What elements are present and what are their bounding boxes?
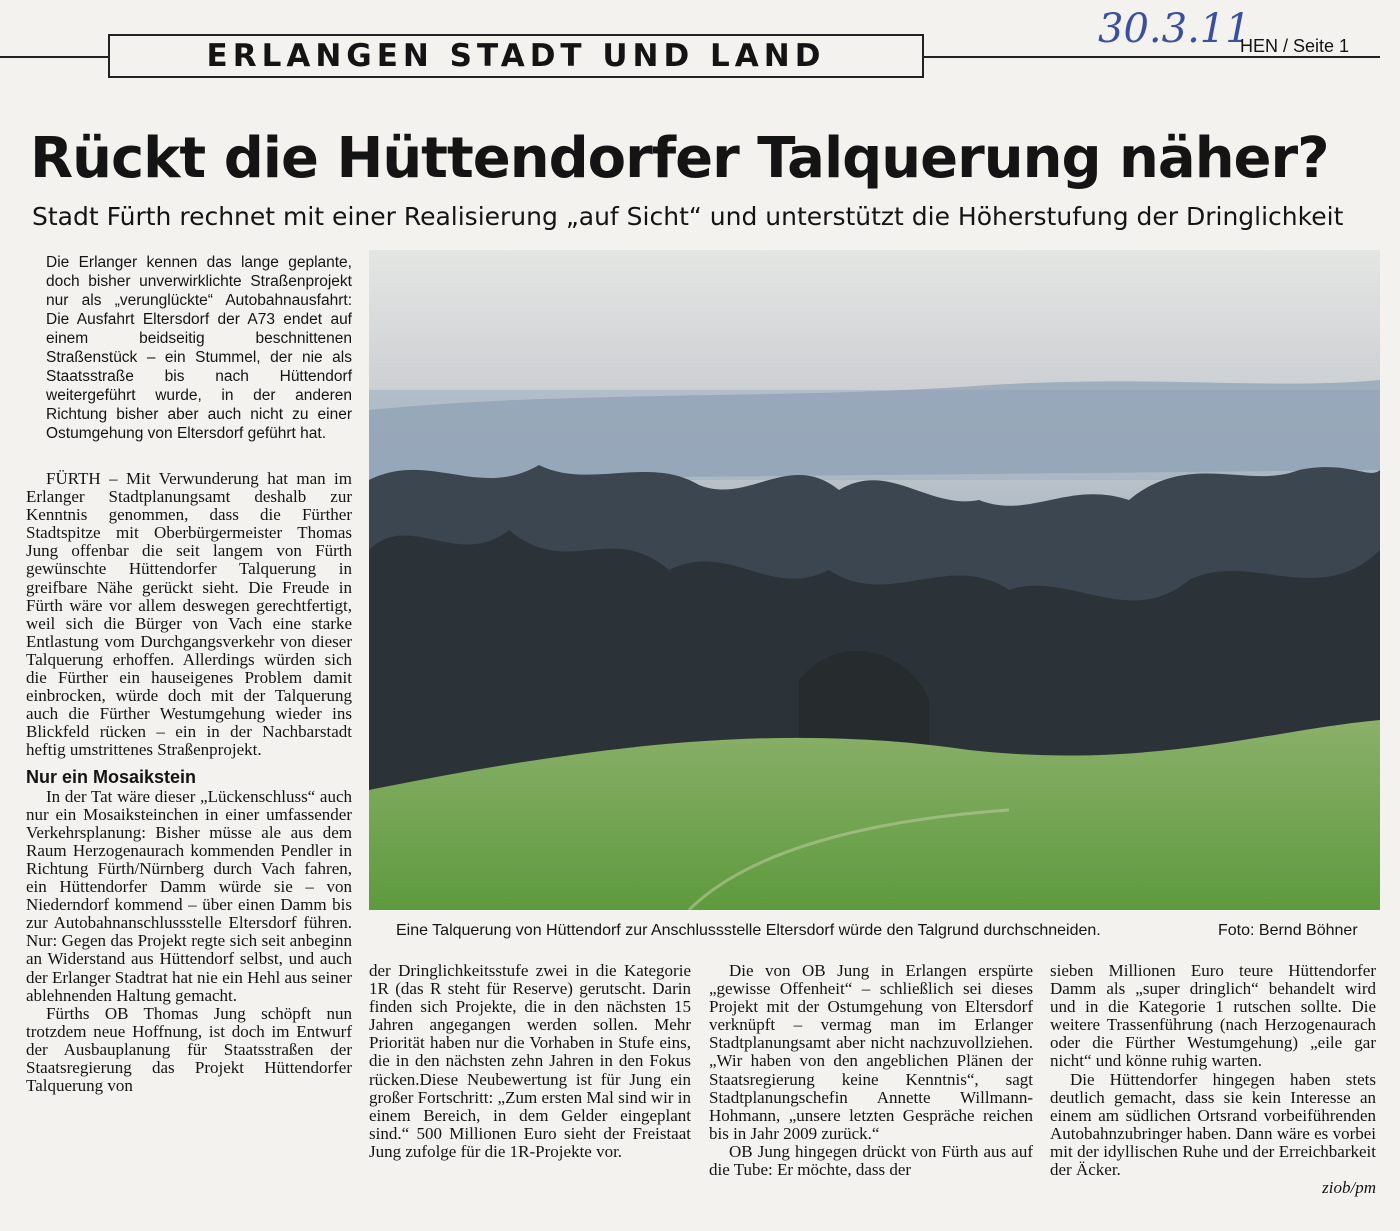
photo-credit: Foto: Bernd Böhner <box>1218 922 1358 939</box>
col3-paragraph-1: Die von OB Jung in Erlangen erspürte „gewisse Offenheit“ – schließlich sei dieses Projekt mit der Ostumgehung von Eltersdorf verknüpft – vermag man im Erlanger Stadtplanungsamt aber nicht nachzuvollziehen. „Wir haben von den angeblichen Plänen der Staatsregierung keine Kenntnis“, sagt Stadtplanungschefin Annette Willmann-Hohmann, „unsere letzten Gespräche reichen bis in Jahr 2009 zurück.“ <box>709 961 1033 1143</box>
intro-paragraph: Die Erlanger kennen das lange geplante, doch bisher unverwirklichte Straßenprojekt nur als „verunglückte“ Autobahnausfahrt: Die Ausfahrt Eltersdorf der A73 endet auf einem beidseitig beschnittenen Straßenstück – ein Stummel, der nie als Staatsstraße bis nach Hüttendorf weitergeführt wurde, in der anderen Richtung bisher aber auch nicht zu einer Ostumgehung von Eltersdorf geführt hat. <box>46 254 352 442</box>
col1-paragraph-3: Fürths OB Thomas Jung schöpft nun trotzdem neue Hoffnung, ist doch im Entwurf der Ausbauplanung für Staatsstraßen der Staatsregierung das Projekt Hüttendorfer Talquerung von <box>26 1003 352 1096</box>
author-signature: ziob/pm <box>1322 1178 1376 1198</box>
column-2 <box>369 962 691 1161</box>
subtitle: Nur ein Mosaikstein <box>26 766 197 787</box>
col3-paragraph-2: OB Jung hingegen drückt von Fürth aus auf die Tube: Er möchte, dass der <box>709 1141 1033 1180</box>
page-label: HEN / Seite 1 <box>1240 36 1350 56</box>
section-title: ERLANGEN STADT UND LAND <box>108 34 924 78</box>
col1-paragraph-2: In der Tat wäre dieser „Lückenschluss“ auch nur ein Mosaiksteinchen in einer umfassender Verkehrsplanung: Bisher müsse ale aus dem Raum Herzogenaurach kommenden Pendler in Richtung Fürth/Nürnberg durch Vach fahren, ein Hüttendorfer Damm würde sie – von Niederndorf kommend – über einen Damm bis zur Autobahnanschlussstelle Eltersdorf führen. Nur: Gegen das Projekt regte sich seit anbeginn an Widerstand aus Hüttendorf selbst, und auch der Erlanger Stadtrat hat nie ein Hehl aus seiner ablehnenden Haltung gemacht. <box>26 786 352 1005</box>
column-4 <box>1050 962 1376 1197</box>
col4-paragraph-1: sieben Millionen Euro teure Hüttendorfer Damm als „super dringlich“ behandelt wird und in die Kategorie 1 rutschen sollte. Die weitere Trassenführung (nach Herzogenaurach oder die Fürther Westumgehung) „eile gar nicht“ und könne ruhig warten. <box>1050 961 1376 1071</box>
column-1 <box>26 470 352 1095</box>
headline: Rückt die Hüttendorfer Talquerung näher? <box>30 126 1329 191</box>
col2-paragraph: der Dringlichkeitsstufe zwei in die Kategorie 1R (das R steht für Reserve) gerutscht. Darin finden sich Projekte, die in den nächsten 15 Jahren angegangen werden sollen. Mehr Priorität haben nur die Vorhaben in Stufe eins, die in den nächsten zehn Jahren in den Fokus rücken.Diese Neubewertung ist für Jung ein großer Fortschritt: „Zum ersten Mal sind wir in einem Bereich, in dem Gelder eingeplant sind.“ 500 Millionen Euro sieht der Freistaat Jung zufolge für die 1R-Projekte vor. <box>369 961 691 1161</box>
landscape-photo <box>369 250 1380 910</box>
col4-paragraph-2: Die Hüttendorfer hingegen haben stets deutlich gemacht, dass sie kein Interesse an einem am südlichen Ortsrand vorbeiführenden Autobahnzubringer haben. Dann wäre es vorbei mit der idyllischen Ruhe und der Erreichbarkeit der Äcker. <box>1050 1069 1376 1180</box>
handwritten-date: 30.3.11 <box>1098 6 1251 52</box>
header-rule-left <box>0 56 108 58</box>
column-3 <box>709 962 1033 1179</box>
photo-caption: Eine Talquerung von Hüttendorf zur Anschlussstelle Eltersdorf würde den Talgrund durchschneiden. <box>396 922 1101 939</box>
subheadline: Stadt Fürth rechnet mit einer Realisierung „auf Sicht“ und unterstützt die Höherstufung der Dringlichkeit <box>32 202 1344 231</box>
col1-paragraph-1: FÜRTH – Mit Verwunderung hat man im Erlanger Stadtplanungsamt deshalb zur Kenntnis genommen, dass die Fürther Stadtspitze mit Oberbürgermeister Thomas Jung offenbar die seit langem von Fürth gewünschte Hüttendorfer Talquerung in greifbare Nähe gerückt sieht. Die Freude in Fürth wäre vor allem deswegen gerechtfertigt, weil sich die Bürger von Vach eine starke Entlastung vom Durchgangsverkehr von dieser Talquerung erhoffen. Allerdings würden sich die Fürther ein hauseigenes Problem damit einbrocken, würde doch mit der Talquerung auch die Fürther Westumgehung wieder ins Blickfeld rücken – ein in der Nachbarstadt heftig umstrittenes Straßenprojekt. <box>26 469 352 760</box>
